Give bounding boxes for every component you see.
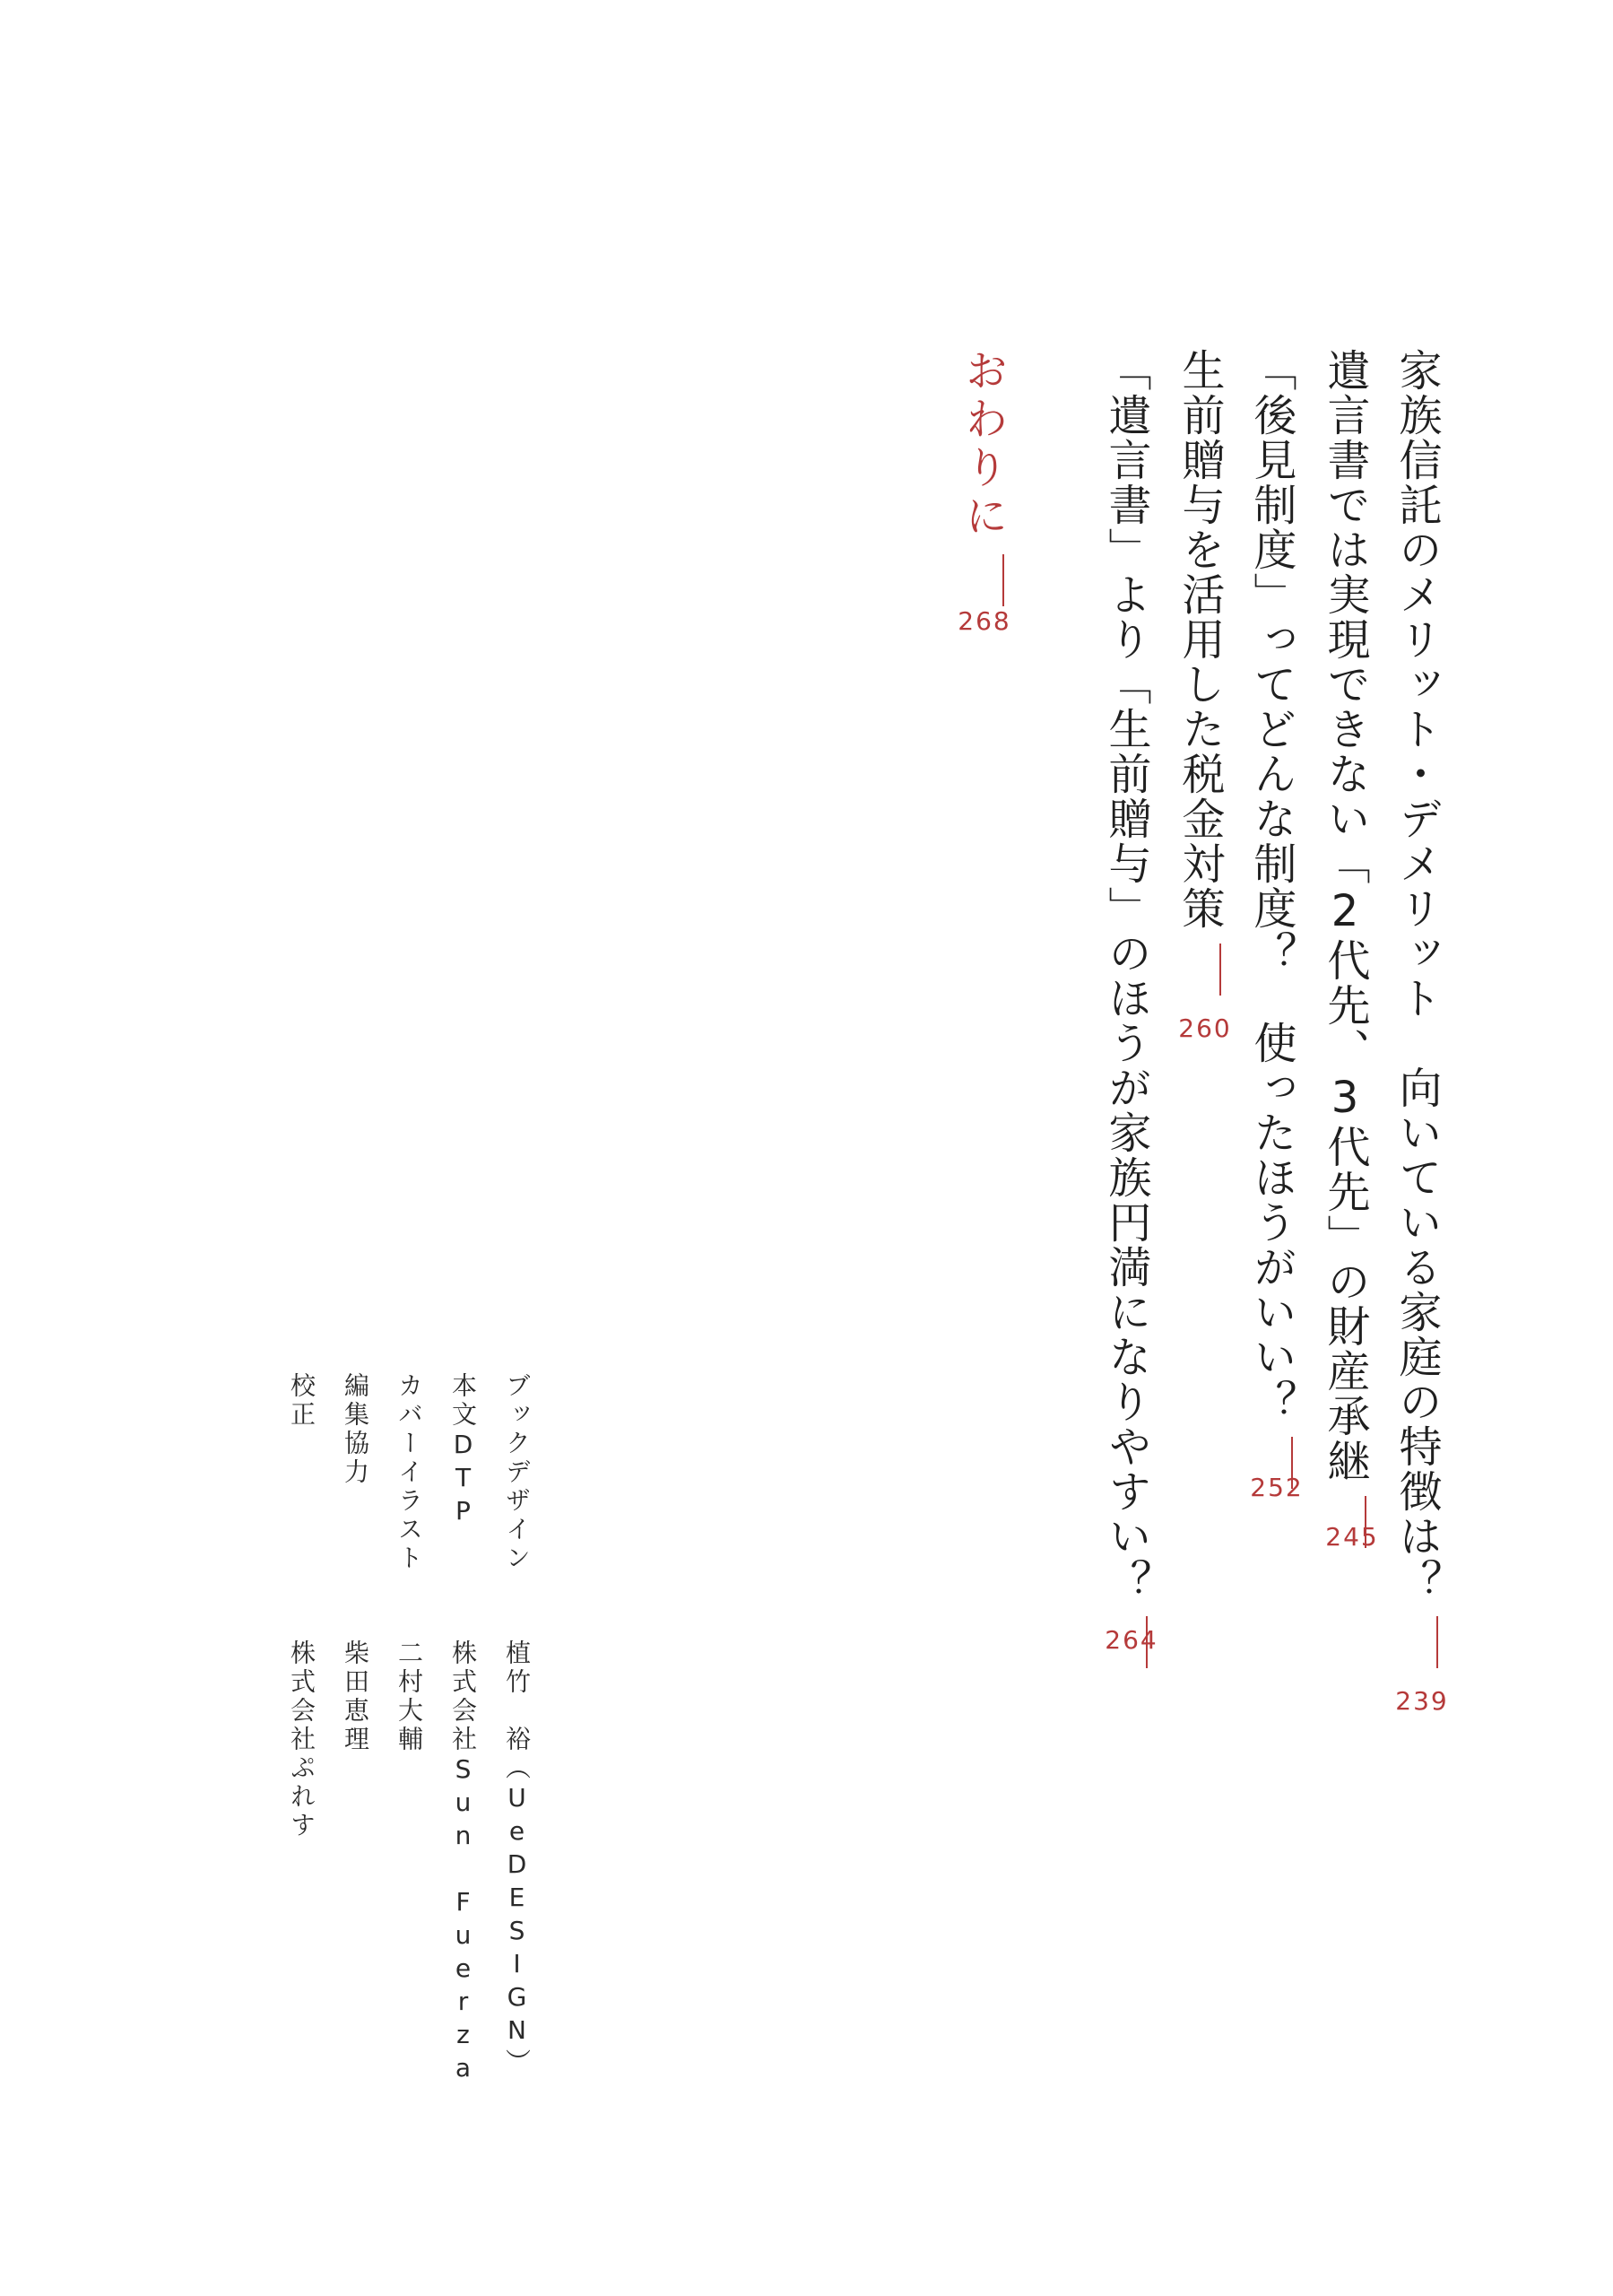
leader-line [1219,944,1221,996]
toc-entry[interactable] [1246,348,1296,1489]
credit-name: 柴田恵理 [341,1639,370,1754]
leader-line [1436,1616,1438,1668]
credit-name: 植竹 裕（UeDESIGN） [502,1639,532,2077]
toc-entry-title: 生前贈与を活用した税金対策 [1175,348,1225,931]
toc-entry-title: 「後見制度」ってどんな制度？ 使ったほうがいい？ [1246,348,1296,1424]
leader-line [1002,554,1004,606]
page-number: 260 [1178,1013,1232,1043]
credit-role: 編集協力 [341,1372,370,1487]
toc-entry-title: 「遺言書」より「生前贈与」のほうが家族円満になりやすい？ [1101,348,1151,1604]
page-number: 239 [1395,1686,1449,1716]
credit-name: 株式会社Sun Fuerza [448,1639,478,2086]
credit-role: ブックデザイン [502,1372,532,1573]
credit-role: 校正 [287,1372,317,1430]
toc-entry[interactable] [1392,348,1442,1668]
toc-entry-title: 家族信託のメリット・デメリット 向いている家庭の特徴は？ [1392,348,1442,1604]
credit-role: 本文DTP [448,1372,478,1529]
page-number: 245 [1325,1522,1379,1552]
toc-closing-title: おわりに [958,348,1008,542]
page-number: 264 [1105,1625,1158,1655]
toc-closing[interactable] [958,348,1008,606]
toc-entry[interactable] [1175,348,1225,996]
toc-entry[interactable] [1320,348,1370,1548]
credit-name: 株式会社ぷれす [287,1639,317,1840]
credit-role: カバーイラスト [395,1372,424,1573]
credit-name: 二村大輔 [395,1639,424,1754]
page-number: 252 [1250,1473,1304,1502]
toc-entry-title: 遺言書では実現できない「2代先、3代先」の財産承継 [1320,348,1370,1483]
page-number: 268 [958,606,1011,636]
toc-entry[interactable] [1101,348,1151,1668]
